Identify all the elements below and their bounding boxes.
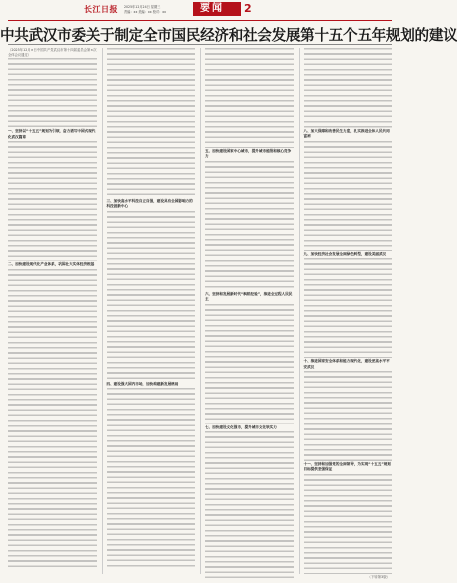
text-block: [8, 58, 97, 128]
section-label: 要闻: [200, 3, 224, 14]
column-4: [299, 48, 393, 574]
section-heading: 二、加快建设现代化产业体系，巩固壮大实体经济根基: [8, 262, 95, 267]
masthead: [0, 0, 400, 20]
paper-logo: 长江日报: [84, 4, 118, 14]
text-block: [205, 161, 294, 291]
article-intro: （2025年12月×日中国共产党武汉市第十四届委员会第×次全体会议通过）: [8, 48, 97, 58]
section-heading: 六、坚持和发展新时代“枫桥经验”，推进全过程人民民主: [205, 291, 293, 302]
section-heading: 三、加快高水平科技自立自强，建设具有全国影响力的科技创新中心: [106, 199, 193, 209]
text-block: [107, 48, 196, 198]
section-heading: 十、推进国家安全体系和能力现代化，建设更高水平平安武汉: [303, 359, 390, 369]
page-title: 中共武汉市委关于制定全市国民经济和社会发展第十五个五年规划的建议: [0, 27, 457, 44]
top-rule: [8, 20, 392, 21]
section-heading: 五、加快建设国家中心城市，提升城市能级和核心竞争力: [205, 149, 292, 159]
edition-info: [124, 5, 174, 15]
section-heading: 九、加快经济社会发展全面绿色转型，建设美丽武汉: [303, 251, 387, 256]
text-block: [304, 141, 393, 251]
column-2: [102, 48, 196, 574]
section-heading: 八、加大保障和改善民生力度，扎实推进全体人民共同富裕: [303, 129, 390, 139]
text-block: [205, 431, 294, 581]
text-block: [304, 474, 393, 574]
section-heading: 十一、坚持和加强党的全面领导，为实现“十五五”规划目标提供坚强保证: [303, 462, 391, 472]
headline-rule: [8, 44, 392, 45]
text-block: [205, 304, 294, 424]
section-heading: 四、建设强大国内市场，加快构建新发展格局: [106, 381, 179, 386]
edition-editors: 责编：xx 美编：xx 校对：xx: [124, 10, 167, 14]
section-heading: 一、坚持以“十五五”规划为引领，奋力谱写中国式现代化武汉篇章: [8, 129, 96, 139]
continued-note: （下转第3版）: [367, 575, 390, 579]
text-block: [304, 258, 393, 358]
text-block: [205, 48, 294, 148]
edition-date: 2025年12月24日 星期三: [124, 5, 161, 9]
text-block: [304, 48, 393, 128]
text-block: [304, 371, 393, 461]
text-block: [8, 269, 97, 569]
text-block: [8, 141, 97, 261]
text-block: [107, 388, 196, 568]
column-3: [200, 48, 294, 574]
article-body: [8, 48, 392, 574]
text-block: [107, 211, 196, 381]
column-1: [8, 48, 97, 574]
section-heading: 七、加快建设文化强市，提升城市文化软实力: [205, 424, 277, 429]
page-number: 2: [244, 2, 252, 15]
